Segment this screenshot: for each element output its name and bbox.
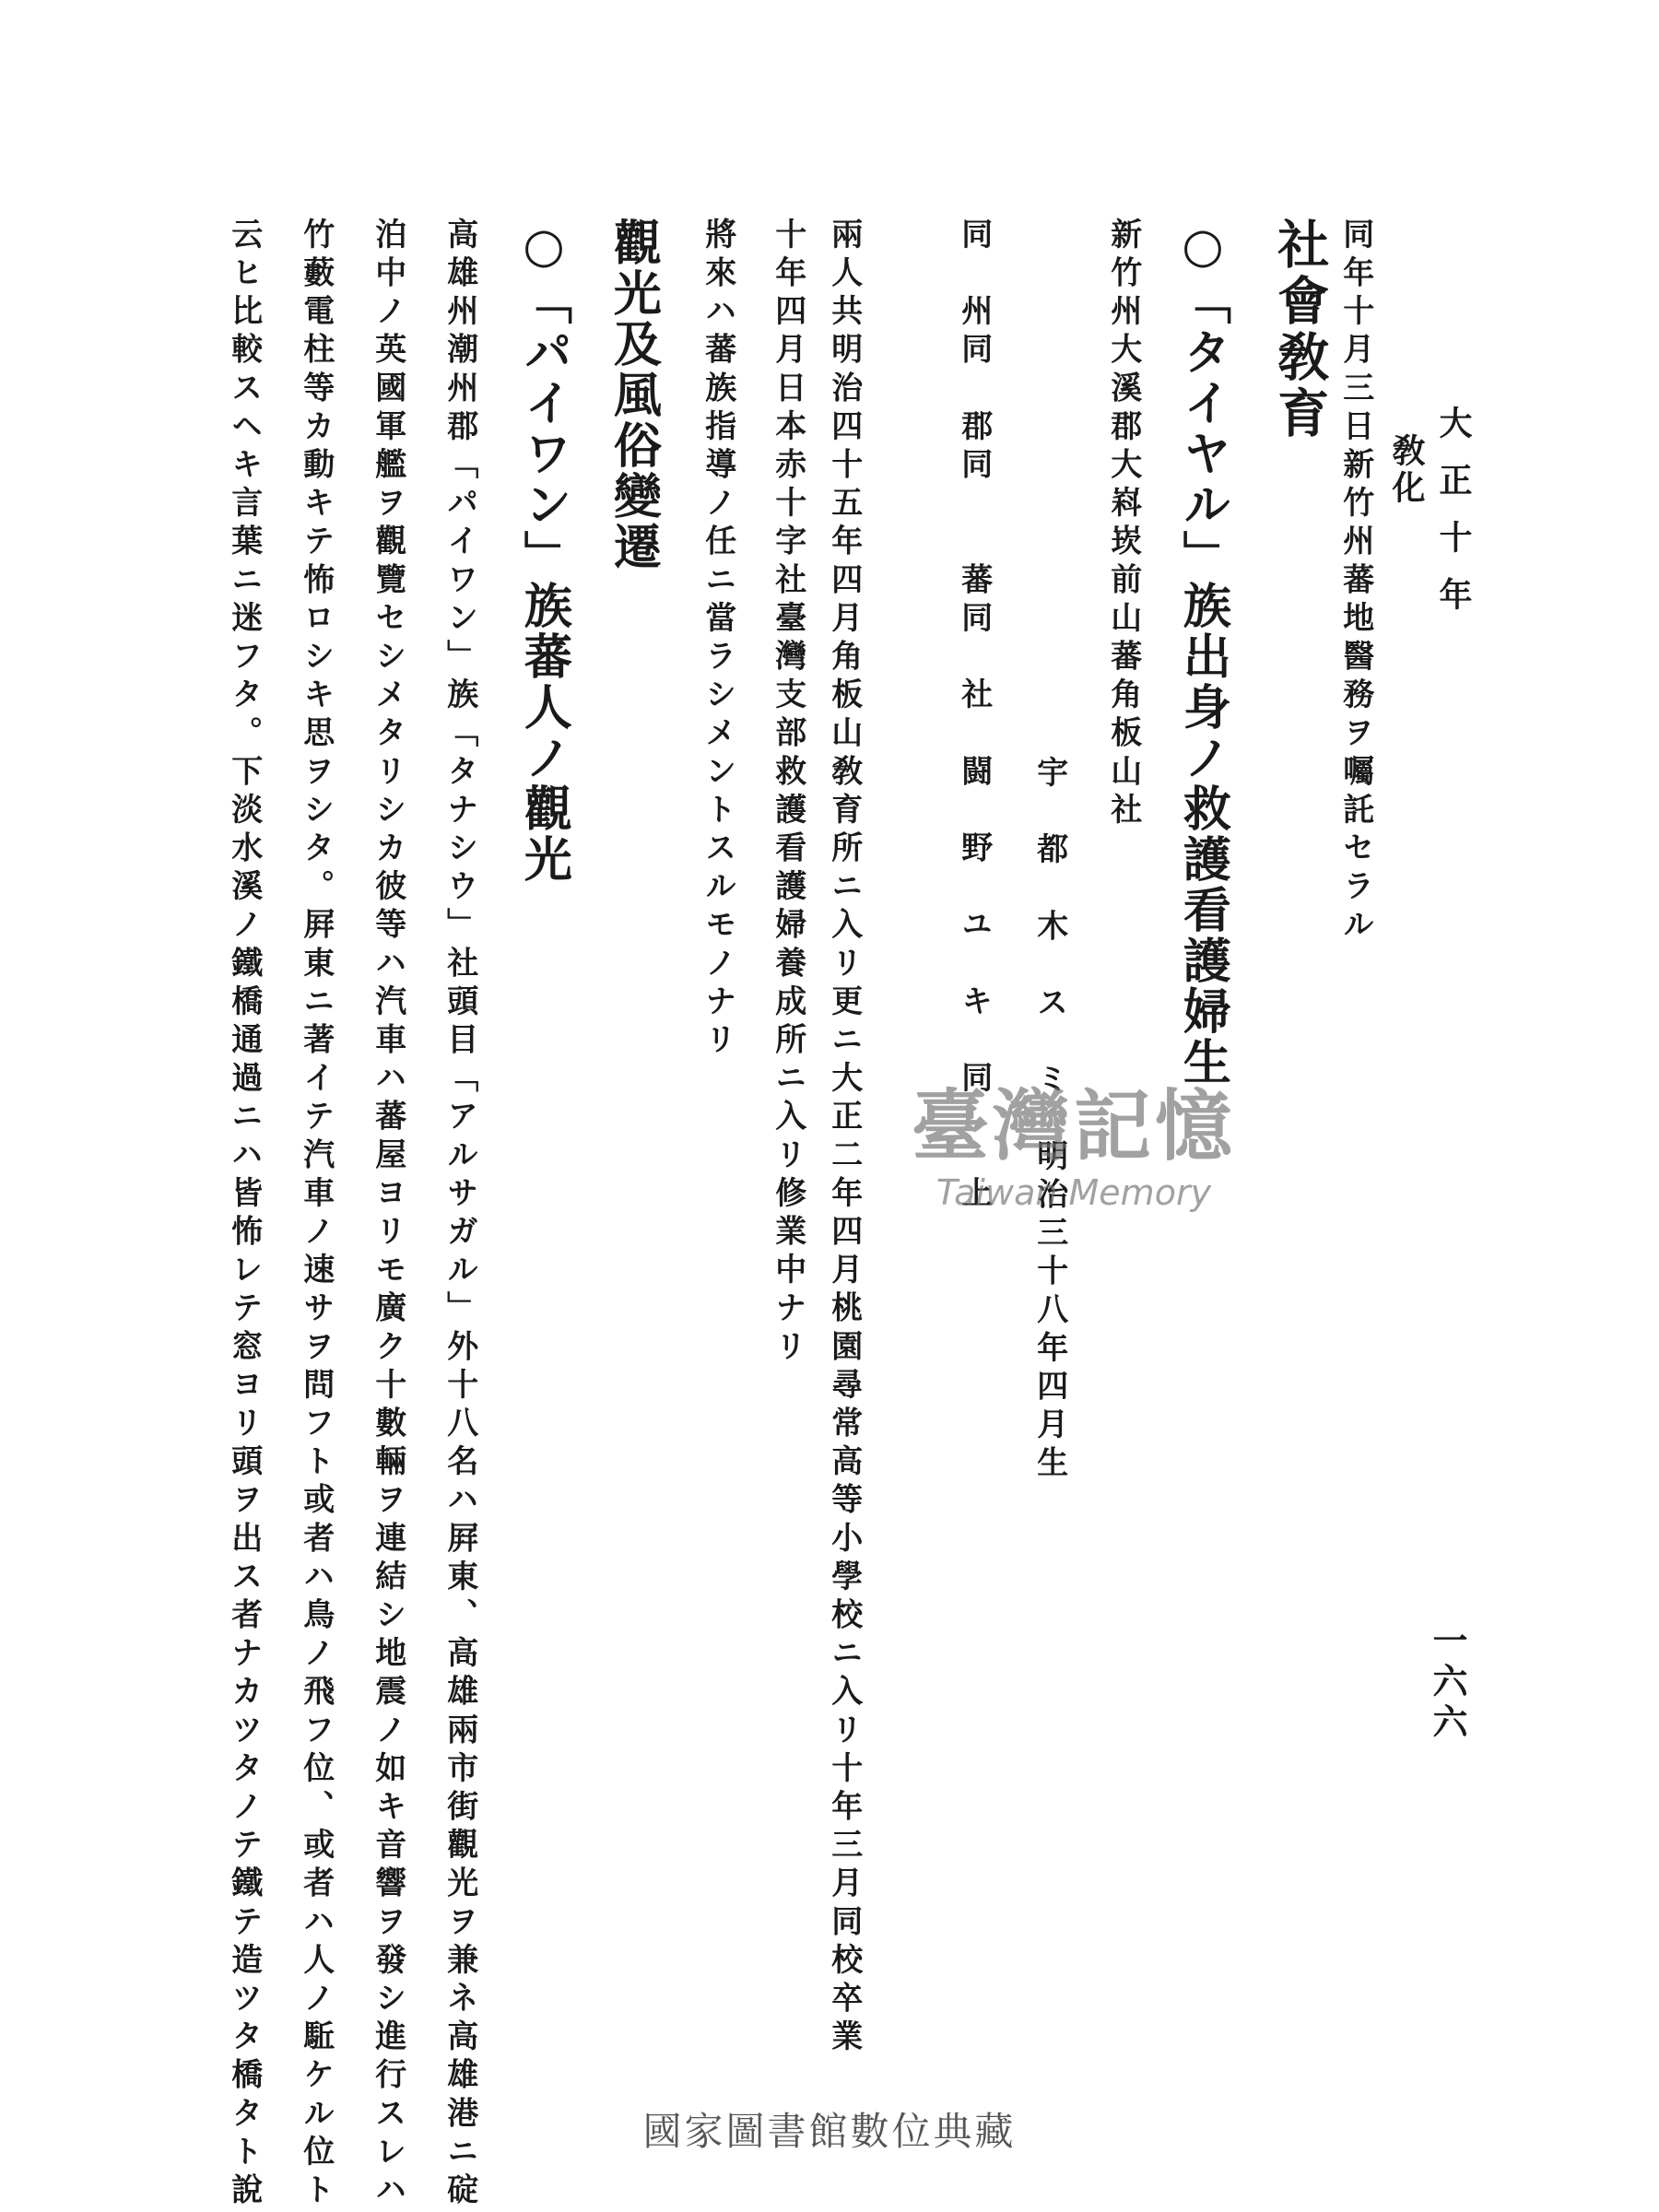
footer-collection-credit: 國家圖書館數位典藏 bbox=[642, 2109, 1017, 2154]
section-heading-tourism: 觀光及風俗變遷 bbox=[605, 218, 662, 572]
text-column-body-1: 兩人共明治四十五年四月角板山敎育所ニ入リ更ニ大正二年四月桃園尋常高等小學校ニ入リ十年三月同校卒業 bbox=[825, 218, 863, 2058]
watermark-english: Taiwan Memory bbox=[935, 1172, 1212, 1213]
text-column-body-6: 竹藪電柱等カ動キテ怖ロシキ思ヲシタ。屛東ニ著イテ汽車ノ速サヲ問フト或者ハ鳥ノ飛フ位、或者ハ人ノ駈ケル位ト bbox=[297, 218, 335, 2212]
text-column-1: 同年十月三日新竹州蕃地醫務ヲ囑託セラル bbox=[1336, 218, 1374, 947]
running-head bbox=[1387, 406, 1477, 634]
running-head-section: 敎化 bbox=[1387, 433, 1426, 507]
taiwan-memory-watermark bbox=[857, 1080, 1290, 1244]
watermark-chinese: 臺灣記憶 bbox=[911, 1080, 1236, 1171]
text-column-body-2: 十年四月日本赤十字社臺灣支部救護看護婦養成所ニ入リ修業中ナリ bbox=[769, 218, 806, 1368]
text-column-address: 新竹州大溪郡大嵙崁前山蕃角板山社 bbox=[1104, 218, 1142, 831]
subheading-atayal-nurses: ○「タイヤル」族出身ノ救護看護婦生 bbox=[1174, 218, 1231, 1088]
text-column-body-5: 泊中ノ英國軍艦ヲ觀覽セシメタリシカ彼等ハ汽車ハ蕃屋ヨリモ廣ク十數輛ヲ連結シ地震ノ如キ音響ヲ發シ進行スレハ bbox=[369, 218, 406, 2212]
running-head-title: 大正十年 bbox=[1434, 406, 1473, 634]
text-column-body-7: 云ヒ比較スヘキ言葉ニ迷フタ。下淡水溪ノ鐵橋通過ニハ皆怖レテ窓ヨリ頭ヲ出ス者ナカツタノテ鐵テ造ツタ橋タト說 bbox=[225, 218, 263, 2212]
text-column-body-4: 高雄州潮州郡「パイワン」族「タナシウ」社頭目「アルサガル」外十八名ハ屛東、高雄兩市街觀光ヲ兼ネ高雄港ニ碇 bbox=[441, 218, 478, 2212]
text-column-body-3: 將來ハ蕃族指導ノ任ニ當ラシメントスルモノナリ bbox=[699, 218, 736, 1062]
page-number: 一六六 bbox=[1427, 1622, 1468, 1744]
subheading-paiwan-tour: ○「パイワン」族蕃人ノ觀光 bbox=[515, 218, 572, 885]
text-column-name-1: 宇 都 木 ス ミ 明治三十八年四月生 bbox=[1030, 756, 1068, 1485]
text-column-name-2: 同 州同 郡同 蕃同 社 闘 野 ユ キ 同 上 bbox=[955, 218, 993, 1215]
section-heading-social-education: 社會敎育 bbox=[1269, 218, 1331, 442]
